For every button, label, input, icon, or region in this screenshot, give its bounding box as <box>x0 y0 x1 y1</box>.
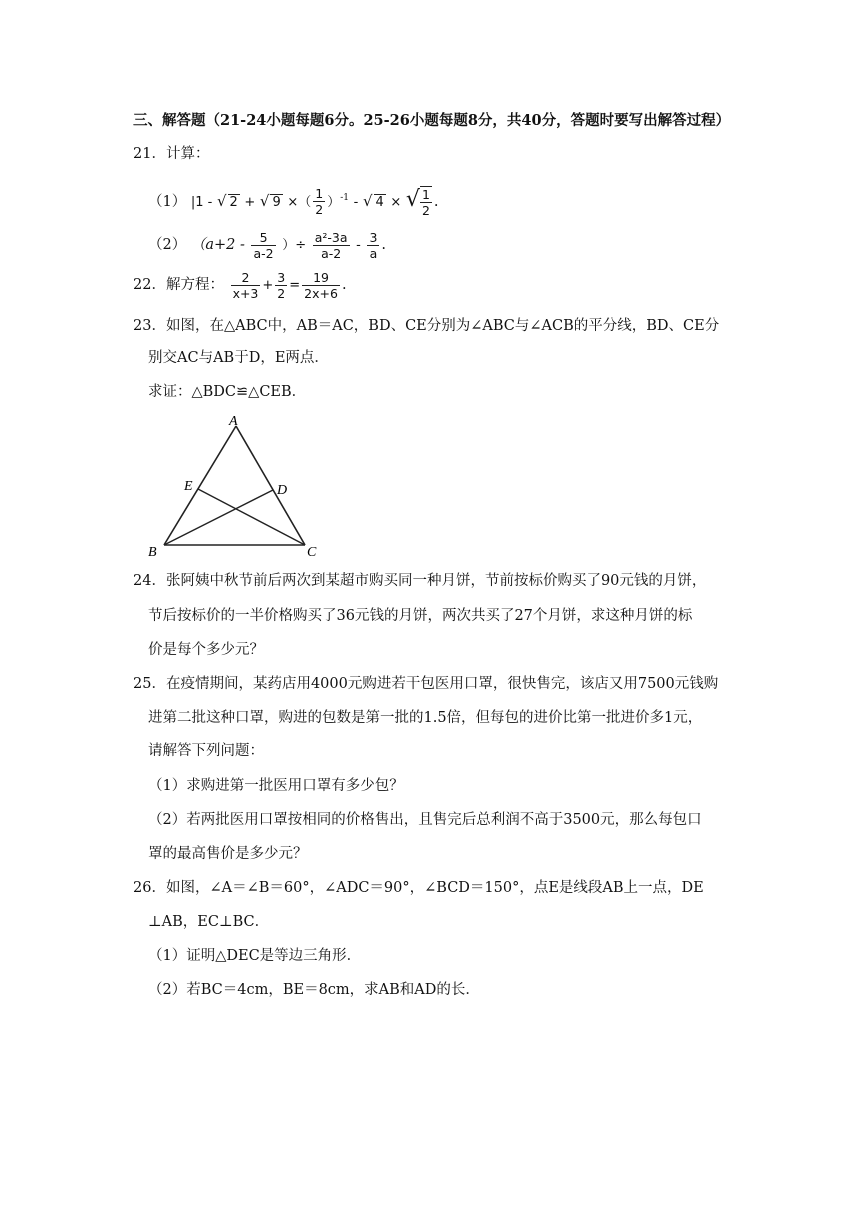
question-24-line-2: 节后按标价的一半价格购买了36元钱的月饼，两次共买了27个月饼，求这种月饼的标 <box>148 608 693 624</box>
question-21-part-2 <box>148 228 386 262</box>
fraction <box>251 230 275 261</box>
math-text: × <box>390 194 402 210</box>
radical-sign: √ <box>405 186 420 212</box>
fraction-numerator: 19 <box>313 269 329 285</box>
math-text: + <box>244 194 256 210</box>
fraction <box>367 230 379 261</box>
section-title: 三、解答题（21-24小题每题6分。25-26小题每题8分，共40分，答题时要写出解答过程） <box>133 112 731 129</box>
fraction-denominator: a-2 <box>313 245 350 261</box>
question-text: 如图，在△ABC中，AB＝AC，BD、CE分别为∠ABC与∠ACB的平分线，BD、CE分 <box>165 318 720 334</box>
question-text: 在疫情期间，某药店用4000元购进若干包医用口罩，很快售完，该店又用7500元钱购 <box>165 676 719 692</box>
math-text: ×（ <box>287 194 312 210</box>
period: . <box>341 277 347 293</box>
fraction-denominator: 2 <box>315 202 324 218</box>
sqrt-fraction <box>420 186 432 218</box>
fraction-denominator: x+3 <box>232 285 259 301</box>
fraction-numerator: a²-3a <box>314 229 348 245</box>
fraction-numerator: 2 <box>241 269 250 285</box>
question-25-line-1 <box>133 674 718 694</box>
fraction-denominator: 2x+6 <box>304 285 338 301</box>
math-text: + <box>262 278 274 293</box>
fraction-denominator: a <box>367 245 379 261</box>
radical-sign: √ <box>362 191 373 210</box>
question-text: 解方程： <box>165 277 224 293</box>
question-25-line-2: 进第二批这种口罩，购进的包数是第一批的1.5倍，但每包的进价比第一批进价多1元， <box>148 710 703 726</box>
question-26-line-1 <box>133 878 704 898</box>
math-text: - <box>356 238 361 253</box>
question-text: 计算： <box>165 146 210 162</box>
fraction <box>231 270 261 301</box>
question-21-stem <box>133 144 209 164</box>
question-text: 如图，∠A＝∠B＝60°，∠ADC＝90°，∠BCD＝150°，点E是线段AB上一点，DE <box>165 880 704 896</box>
fraction <box>313 186 325 217</box>
part-label: （2） <box>148 237 187 253</box>
label-d: D <box>277 483 288 498</box>
math-text: ） <box>327 194 341 210</box>
question-number: 23． <box>133 318 166 334</box>
question-24-line-3: 价是每个多少元？ <box>148 642 264 658</box>
sqrt-content: 4 <box>375 194 384 210</box>
question-23-line-2: 别交AC与AB于D，E两点． <box>148 350 329 366</box>
question-number: 24． <box>133 573 166 589</box>
radical-sign: √ <box>216 191 227 210</box>
fraction-numerator: 5 <box>259 229 268 245</box>
question-26-part-2: （2）若BC＝4cm，BE＝8cm，求AB和AD的长． <box>148 982 480 998</box>
fraction <box>313 230 350 261</box>
question-number: 21． <box>133 146 166 162</box>
label-e: E <box>184 479 193 494</box>
label-b: B <box>148 545 157 560</box>
math-text: |1 - <box>190 194 213 210</box>
triangle-figure <box>140 412 340 562</box>
fraction-denominator: 2 <box>421 202 430 218</box>
radical-sign: √ <box>259 191 270 210</box>
label-c: C <box>307 545 317 560</box>
label-a: A <box>229 414 238 429</box>
question-23-line-1 <box>133 316 719 336</box>
fraction-numerator: 1 <box>421 186 430 202</box>
fraction <box>302 270 340 301</box>
fraction-numerator: 1 <box>315 186 324 202</box>
math-text: = <box>289 278 301 293</box>
question-26-line-2: ⊥AB，EC⊥BC． <box>148 914 270 930</box>
part-label: （1） <box>148 193 187 210</box>
fraction-numerator: 3 <box>277 269 286 285</box>
question-25-line-3: 请解答下列问题： <box>148 743 264 759</box>
question-25-part-2-line-2: 罩的最高售价是多少元？ <box>148 846 308 862</box>
question-25-part-1: （1）求购进第一批医用口罩有多少包？ <box>148 778 404 794</box>
sqrt-content: 9 <box>272 194 281 210</box>
math-text: - <box>353 194 359 210</box>
math-text: （a+2 - <box>190 237 245 253</box>
question-number: 26． <box>133 880 166 896</box>
fraction-denominator: 2 <box>277 285 286 301</box>
question-24-line-1 <box>133 571 706 591</box>
period: . <box>381 237 387 253</box>
question-26-part-1: （1）证明△DEC是等边三角形． <box>148 948 362 964</box>
question-21-part-1 <box>148 183 439 218</box>
question-number: 22． <box>133 277 166 293</box>
exponent: -1 <box>340 193 350 203</box>
math-text: ）÷ <box>282 238 307 253</box>
fraction-denominator: a-2 <box>253 245 274 261</box>
question-23-prove: 求证：△BDC≌△CEB． <box>148 384 307 400</box>
question-25-part-2-line-1: （2）若两批医用口罩按相同的价格售出，且售完后总利润不高于3500元，那么每包口 <box>148 812 702 828</box>
fraction <box>275 270 287 301</box>
sqrt-content: 2 <box>229 194 238 210</box>
question-number: 25． <box>133 676 166 692</box>
period: . <box>433 193 439 210</box>
question-text: 张阿姨中秋节前后两次到某超市购买同一种月饼，节前按标价购买了90元钱的月饼， <box>165 573 707 589</box>
fraction-numerator: 3 <box>369 229 378 245</box>
question-22 <box>133 268 347 302</box>
